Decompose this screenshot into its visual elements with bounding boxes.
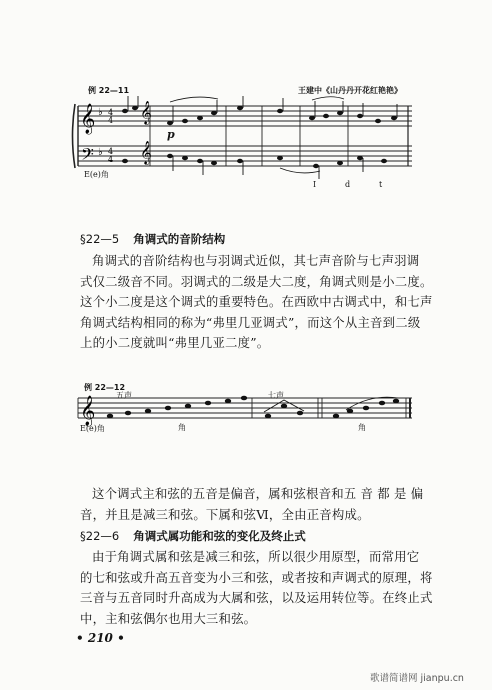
svg-text:4: 4	[108, 108, 114, 117]
example-label: 例 22—11	[88, 86, 130, 95]
section-body	[80, 547, 433, 629]
note-label: 角	[358, 423, 366, 432]
section-title: 角调式的音阶结构	[133, 232, 226, 246]
dynamic-marking: p	[167, 128, 175, 141]
example-label: 例 22—12	[84, 383, 126, 392]
music-score-example-2	[0, 380, 492, 450]
svg-text:𝄞: 𝄞	[140, 140, 152, 164]
roman-numeral: t	[379, 180, 383, 189]
section-body	[80, 251, 433, 354]
text-line: 上的小二度就叫“弗里几亚二度”。	[80, 335, 270, 350]
page-number: • 210 •	[76, 631, 125, 645]
text-line: 角调式结构相同的称为“弗里几亚调式”，而这个从主音到二级	[80, 314, 421, 330]
intro-body	[80, 484, 423, 525]
example-source: 王建中《山丹丹开花红艳艳》	[298, 86, 402, 95]
text-line: 这个调式主和弦的五音是偏音，属和弦根音和五 音 都 是 偏	[92, 486, 424, 501]
section-heading	[80, 231, 225, 247]
key-label: E(e)角	[84, 170, 109, 179]
roman-numeral: d	[345, 180, 351, 189]
svg-text:𝄢: 𝄢	[81, 144, 94, 168]
text-line: 中，主和弦偶尔也用大三和弦。	[80, 610, 257, 626]
roman-numeral: I	[313, 180, 317, 189]
svg-text:𝄞: 𝄞	[140, 100, 152, 124]
watermark: 歌谱简谱网 jianpu.cn	[370, 673, 464, 684]
text-line: 三音与五音同时升高成为大属和弦，以及运用转位等。在终止式	[80, 590, 433, 605]
text-line: 这个小二度是这个调式的重要特色。在西欧中古调式中，和七声	[80, 294, 433, 309]
svg-text:♭: ♭	[98, 147, 103, 158]
music-score-example-1	[0, 0, 492, 200]
scale-label: 五声	[116, 391, 132, 400]
text-line: 的七和弦或升高五音变为小三和弦，或者按和声调式的原理，将	[80, 569, 433, 585]
svg-text:4: 4	[108, 155, 114, 164]
svg-text:𝄞: 𝄞	[80, 104, 96, 134]
text-line: 音，并且是减三和弦。下属和弦Ⅵ，全由正音构成。	[80, 506, 370, 522]
text-line: 由于角调式属和弦是减三和弦，所以很少用原型，而常用它	[92, 549, 420, 564]
svg-text:♭: ♭	[98, 107, 103, 118]
text-line: 角调式的音阶结构也与羽调式近似，其七声音阶与七声羽调	[92, 253, 420, 268]
section-heading	[80, 528, 306, 544]
section-title: 角调式属功能和弦的变化及终止式	[133, 529, 306, 543]
text-line: 式仅二级音不同。羽调式的二级是大二度，角调式则是小二度。	[80, 273, 433, 289]
svg-text:4: 4	[108, 147, 114, 156]
section-number: §22—5	[80, 232, 120, 246]
section-number: §22—6	[80, 529, 120, 543]
key-label: E(e)角	[80, 424, 105, 433]
note-label: 角	[178, 423, 186, 432]
svg-text:𝄞: 𝄞	[80, 396, 96, 426]
svg-text:4: 4	[108, 116, 114, 125]
scale-label: 七声	[268, 391, 284, 400]
